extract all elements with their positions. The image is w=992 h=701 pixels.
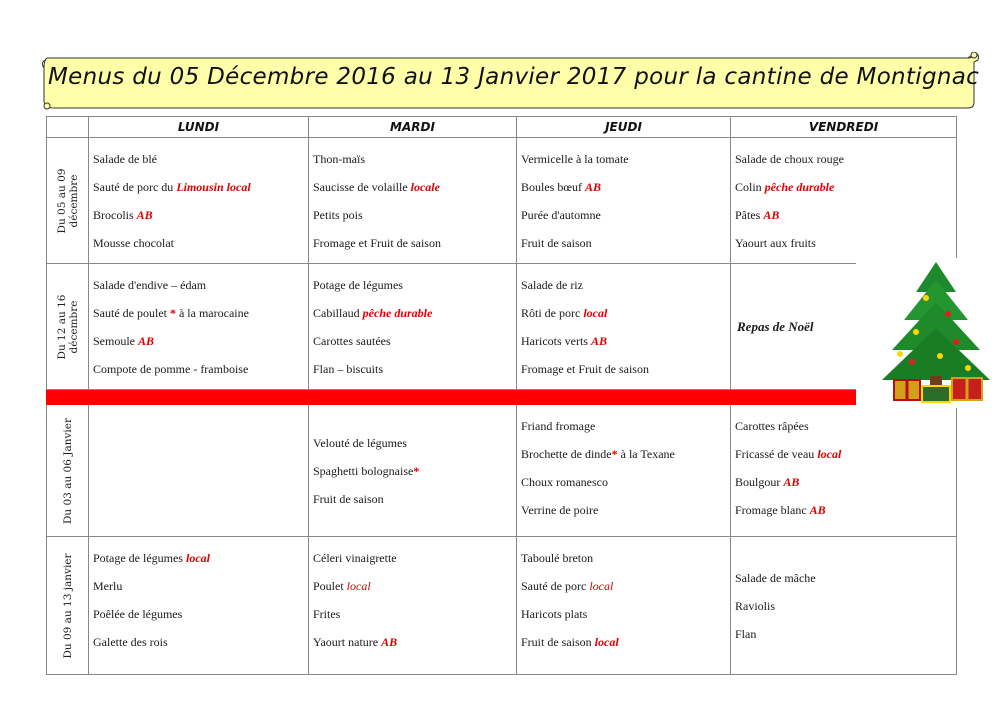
week-row (47, 405, 957, 537)
dish-list (309, 429, 516, 513)
dish-item (309, 457, 516, 485)
dish-item (517, 355, 730, 383)
dish-item (309, 544, 516, 572)
week-row (47, 537, 957, 675)
dish-item (89, 145, 308, 173)
dish-name: Pâtes (735, 208, 764, 222)
dish-name: Brocolis (93, 208, 137, 222)
dish-name: Haricots verts (521, 334, 591, 348)
dish-name: Carottes râpées (735, 419, 809, 433)
day-cell (517, 138, 731, 264)
day-cell (731, 138, 957, 264)
dish-name: Velouté de légumes (313, 435, 407, 450)
dish-item (309, 299, 516, 327)
dish-list (89, 264, 308, 383)
dish-name: Vermicelle à la tomate (521, 152, 629, 166)
week-label (47, 264, 89, 390)
day-cell (731, 537, 957, 675)
label-tag: local (185, 551, 210, 565)
dish-name: Carottes sautées (313, 334, 391, 348)
dish-item (309, 145, 516, 173)
week-label-text (62, 417, 74, 523)
dish-list (89, 537, 308, 656)
dish-item (731, 145, 956, 173)
dish-name-suffix: à la Texane (617, 447, 675, 461)
dish-name: Fricassé de veau (735, 447, 818, 461)
star-mark: * (169, 306, 176, 320)
dish-item (731, 468, 956, 496)
title-banner (40, 52, 978, 110)
dish-name: Taboulé breton (521, 551, 594, 565)
corner-cell (47, 117, 89, 138)
label-tag: local (346, 579, 371, 593)
dish-name: Salade de choux rouge (735, 152, 844, 166)
dish-name: Compote de pomme - framboise (93, 362, 249, 376)
label-tag: AB (381, 635, 398, 649)
dish-item (517, 145, 730, 173)
dish-name: Cabillaud (313, 306, 363, 320)
dish-item (89, 628, 308, 656)
dish-item (517, 201, 730, 229)
day-header: JEUDI (517, 117, 731, 138)
dish-name: Sauté de poulet (93, 306, 170, 320)
dish-list (731, 564, 956, 648)
dish-item (89, 229, 308, 257)
dish-item (309, 600, 516, 628)
dish-name: Sauté de porc (521, 579, 590, 593)
dish-name: Fruit de saison (521, 236, 592, 250)
dish-name: Poulet (313, 579, 347, 593)
dish-item (517, 496, 730, 524)
dish-name: Salade d'endive – édam (93, 278, 207, 292)
week-row (47, 264, 957, 390)
week-label-line: Du 05 au 09 (55, 168, 68, 233)
dish-item (89, 600, 308, 628)
dish-item (517, 600, 730, 628)
dish-list (731, 405, 956, 524)
dish-name: Spaghetti bolognaise (313, 463, 414, 478)
dish-name: Yaourt aux fruits (735, 236, 816, 250)
dish-item (731, 229, 956, 257)
dish-name: Céleri vinaigrette (313, 551, 397, 565)
page-title: Menus du 05 Décembre 2016 au 13 Janvier 2017 pour la cantine de Montignac (48, 64, 980, 90)
week-label-text (62, 553, 74, 658)
separator-row (47, 390, 957, 405)
dish-name: Galette des rois (93, 635, 168, 649)
week-label (47, 537, 89, 675)
dish-name: Yaourt nature (313, 635, 382, 649)
label-tag: AB (585, 180, 602, 194)
separator-cell (517, 390, 731, 405)
dish-item (309, 485, 516, 513)
dish-name: Merlu (93, 579, 123, 593)
dish-name: Haricots plats (521, 607, 588, 621)
dish-item (89, 201, 308, 229)
dish-item (731, 173, 956, 201)
dish-list (309, 138, 516, 257)
dish-item (731, 412, 956, 440)
week-label-line: décembre (67, 174, 80, 227)
dish-item (731, 564, 956, 592)
separator-cell (89, 390, 309, 405)
dish-name: Fromage et Fruit de saison (313, 236, 441, 250)
dish-item (517, 271, 730, 299)
day-cell (309, 138, 517, 264)
dish-name: Salade de riz (521, 278, 583, 292)
dish-item (309, 572, 516, 600)
dish-item (89, 572, 308, 600)
dish-name: Mousse chocolat (93, 236, 174, 250)
dish-item (309, 429, 516, 457)
dish-name: Thon-maïs (313, 152, 365, 166)
week-label-line: Du 03 au 06 Janvier (61, 417, 74, 524)
dish-item (309, 355, 516, 383)
dish-name: Boules bœuf (521, 180, 585, 194)
dish-item (731, 440, 956, 468)
dish-item (89, 271, 308, 299)
dish-item (517, 468, 730, 496)
dish-list (517, 138, 730, 257)
label-tag: pêche durable (764, 180, 835, 194)
dish-name: Verrine de poire (521, 503, 599, 517)
dish-list (309, 537, 516, 656)
label-tag: locale (410, 180, 440, 194)
christmas-tree-icon (856, 258, 992, 408)
dish-name: Purée d'automne (521, 208, 601, 222)
dish-name: Fromage et Fruit de saison (521, 362, 649, 376)
label-tag: AB (138, 334, 155, 348)
week-label-line: décembre (67, 300, 80, 353)
star-mark: * (611, 447, 618, 461)
dish-name: Potage de légumes (313, 278, 403, 292)
dish-item (309, 229, 516, 257)
label-tag: AB (763, 208, 780, 222)
star-mark: * (413, 463, 420, 478)
label-tag: AB (136, 208, 153, 222)
dish-list (89, 405, 308, 412)
dish-name: Semoule (93, 334, 138, 348)
dish-item (89, 173, 308, 201)
dish-name: Salade de mâche (735, 570, 816, 585)
dish-list (89, 138, 308, 257)
day-header: LUNDI (89, 117, 309, 138)
dish-item (517, 327, 730, 355)
dish-item (517, 628, 730, 656)
label-tag: AB (783, 475, 800, 489)
dish-name: Fruit de saison (313, 491, 384, 506)
dish-item (517, 572, 730, 600)
dish-name: Flan – biscuits (313, 362, 384, 376)
day-cell (89, 405, 309, 537)
week-label-text (56, 168, 80, 233)
dish-item (309, 327, 516, 355)
dish-name: Sauté de porc du (93, 180, 177, 194)
day-cell (517, 537, 731, 675)
dish-name: Potage de légumes (93, 551, 186, 565)
dish-item (89, 355, 308, 383)
dish-list (517, 405, 730, 524)
day-header: VENDREDI (731, 117, 957, 138)
separator-cell (309, 390, 517, 405)
day-cell (309, 537, 517, 675)
week-label (47, 405, 89, 537)
day-cell (309, 405, 517, 537)
label-tag: AB (809, 503, 826, 517)
dish-item (309, 173, 516, 201)
label-tag: pêche durable (362, 306, 433, 320)
dish-name: Petits pois (313, 208, 363, 222)
dish-item (517, 173, 730, 201)
day-cell (517, 264, 731, 390)
day-cell (89, 138, 309, 264)
week-label-text (56, 294, 80, 359)
dish-item (517, 412, 730, 440)
dish-item (89, 544, 308, 572)
day-cell (89, 537, 309, 675)
dish-name: Poêlée de légumes (93, 607, 183, 621)
dish-item (309, 201, 516, 229)
dish-item (731, 201, 956, 229)
dish-item (517, 229, 730, 257)
menu-table (46, 116, 957, 675)
day-cell (309, 264, 517, 390)
week-label-line: Du 12 au 16 (55, 294, 68, 359)
dish-item (731, 592, 956, 620)
dish-list (517, 537, 730, 656)
dish-item (517, 544, 730, 572)
dish-item (309, 628, 516, 656)
week-label-line: Du 09 au 13 janvier (61, 552, 74, 659)
label-tag: local (817, 447, 842, 461)
dish-list (517, 264, 730, 383)
dish-name: Frites (313, 607, 341, 621)
dish-item (517, 299, 730, 327)
dish-item (89, 327, 308, 355)
dish-name: Fromage blanc (735, 503, 810, 517)
dish-list (731, 138, 956, 257)
week-row (47, 138, 957, 264)
dish-name: Boulgour (735, 475, 784, 489)
dish-item (731, 496, 956, 524)
dish-item (517, 440, 730, 468)
dish-list (309, 264, 516, 383)
label-tag: local (594, 635, 619, 649)
dish-name: Flan (735, 626, 757, 641)
dish-name-suffix: à la marocaine (175, 306, 249, 320)
dish-item (309, 271, 516, 299)
dish-item (731, 620, 956, 648)
label-tag: local (589, 579, 614, 593)
dish-name: Rôti de porc (521, 306, 584, 320)
day-header: MARDI (309, 117, 517, 138)
dish-name: Raviolis (735, 598, 776, 613)
dish-name: Friand fromage (521, 419, 596, 433)
dish-name: Fruit de saison (521, 635, 595, 649)
dish-name: Salade de blé (93, 152, 157, 166)
label-tag: Limousin local (176, 180, 251, 194)
dish-item (89, 299, 308, 327)
dish-name: Choux romanesco (521, 475, 608, 489)
day-cell (517, 405, 731, 537)
dish-name: Colin (735, 180, 765, 194)
day-cell (731, 405, 957, 537)
special-meal: Repas de Noël (737, 318, 814, 334)
week-label (47, 138, 89, 264)
dish-name: Saucisse de volaille (313, 180, 411, 194)
day-cell (89, 264, 309, 390)
separator-cell (47, 390, 89, 405)
dish-name: Brochette de dinde (521, 447, 612, 461)
label-tag: AB (590, 334, 607, 348)
label-tag: local (583, 306, 608, 320)
header-row (47, 117, 957, 138)
